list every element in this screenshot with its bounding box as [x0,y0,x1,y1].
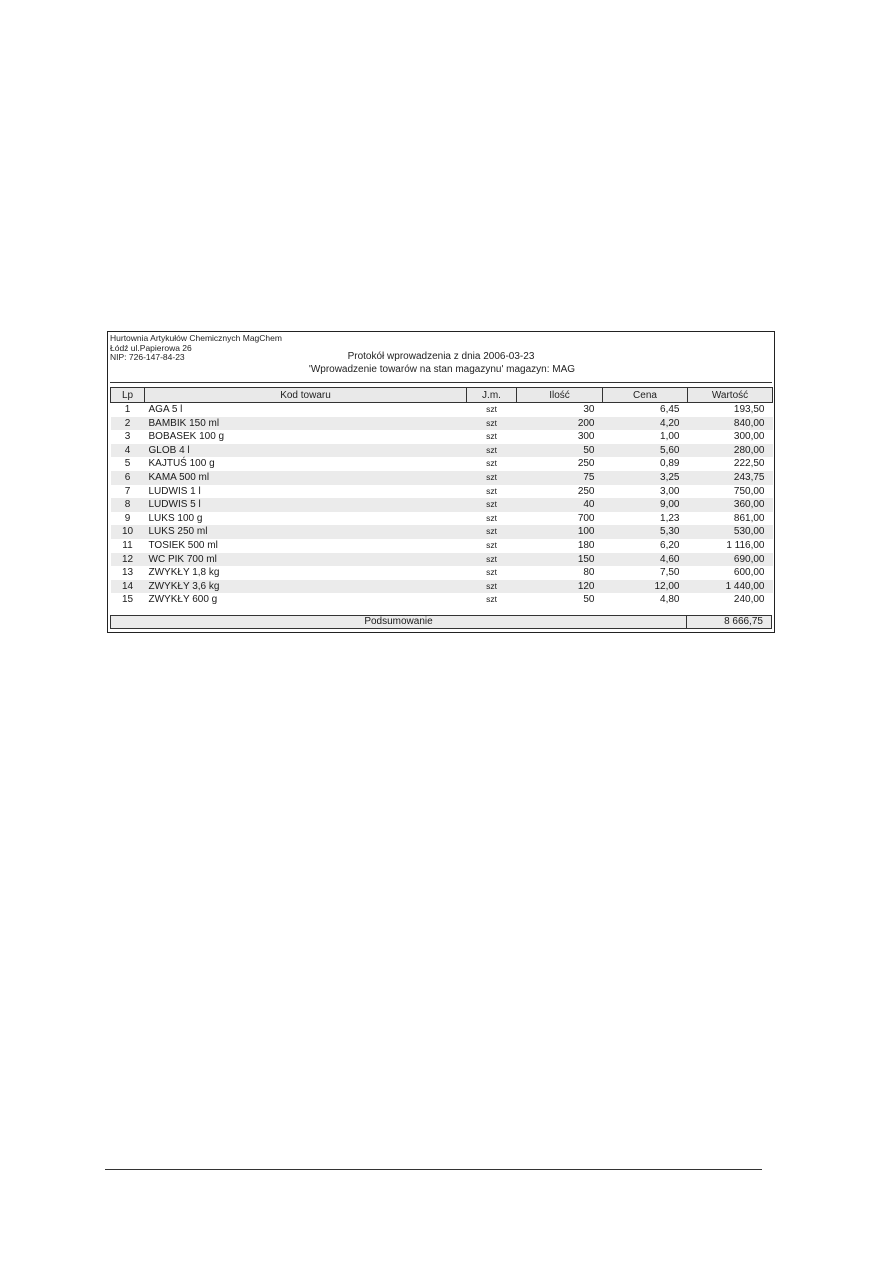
table-row [111,553,773,567]
cell-wartosc: 240,00 [733,594,765,606]
cell-jm: szt [467,580,517,594]
cell-lp: 4 [111,444,145,458]
cell-kod: KAMA 500 ml [145,471,467,485]
cell-kod: BAMBIK 150 ml [145,417,467,431]
table-row [111,485,773,499]
table-row [111,593,773,607]
cell-ilosc: 120 [517,580,603,594]
table-row [111,430,773,444]
table-row [111,512,773,526]
header-divider [110,382,772,383]
cell-cena: 4,20 [603,417,688,431]
cell-kod: AGA 5 l [148,404,183,415]
cell-kod: LUKS 250 ml [145,525,467,539]
table-row [111,417,773,431]
table-row [111,444,773,458]
cell-kod: LUDWIS 5 l [145,498,467,512]
cell-wartosc: 840,00 [688,417,773,431]
cell-ilosc: 40 [517,498,603,512]
cell-cena: 6,45 [660,404,680,415]
table-row [111,457,773,471]
cell-lp: 5 [124,458,131,470]
col-header-jm: J.m. [467,388,517,403]
col-header-kod: Kod towaru [145,388,467,403]
cell-cena: 0,89 [660,458,680,470]
cell-cena: 9,00 [603,498,688,512]
cell-cena: 6,20 [660,539,680,551]
cell-jm: szt [467,471,517,485]
cell-cena: 5,30 [603,525,688,539]
col-header-ilosc: Ilość [517,388,603,403]
report-subtitle: 'Wprowadzenie towarów na stan magazynu' magazyn: MAG [308,364,576,375]
cell-ilosc: 50 [517,444,603,458]
items-table [110,387,773,607]
cell-ilosc: 80 [583,567,595,579]
cell-kod: ZWYKŁY 3,6 kg [145,580,467,594]
cell-lp: 1 [124,404,131,415]
cell-kod: GLOB 4 l [145,444,467,458]
cell-jm: szt [467,498,517,512]
cell-kod: ZWYKŁY 600 g [148,594,218,606]
cell-lp: 3 [124,431,131,443]
cell-ilosc: 100 [517,525,603,539]
cell-wartosc: 690,00 [688,553,773,567]
table-row [111,580,773,594]
cell-jm: szt [486,539,497,550]
cell-wartosc: 1 116,00 [726,539,765,551]
cell-lp: 13 [121,567,134,579]
cell-ilosc: 50 [583,594,595,606]
table-row [111,525,773,539]
cell-kod: LUDWIS 1 l [148,485,201,497]
cell-wartosc: 222,50 [733,458,765,470]
company-name: Hurtownia Artykułów Chemicznych MagChem [110,333,282,343]
cell-kod: BOBASEK 100 g [148,431,225,443]
cell-wartosc: 360,00 [688,498,773,512]
cell-ilosc: 75 [517,471,603,485]
col-header-lp: Lp [111,388,145,403]
cell-ilosc: 30 [583,404,595,415]
table-row [111,539,773,553]
cell-kod: LUKS 100 g [148,512,203,524]
cell-wartosc: 280,00 [688,444,773,458]
cell-cena: 4,60 [603,553,688,567]
col-header-cena: Cena [603,388,688,403]
cell-cena: 1,00 [660,431,680,443]
cell-ilosc: 300 [577,431,595,443]
cell-lp: 2 [111,417,145,431]
cell-wartosc: 600,00 [733,567,765,579]
cell-jm: szt [467,553,517,567]
cell-cena: 12,00 [603,580,688,594]
cell-kod: TOSIEK 500 ml [148,539,218,551]
cell-wartosc: 1 440,00 [688,580,773,594]
company-nip: NIP: 726-147-84-23 [110,352,185,362]
company-address: Łódź ul.Papierowa 26 [110,342,192,353]
table-row [111,498,773,512]
report-title: Protokół wprowadzenia z dnia 2006-03-23 [347,351,535,362]
table-row [111,403,773,417]
cell-ilosc: 250 [577,458,595,470]
cell-jm: szt [467,444,517,458]
cell-jm: szt [467,525,517,539]
cell-jm: szt [486,404,497,414]
cell-cena: 4,80 [660,594,680,606]
summary-row [110,615,772,629]
cell-cena: 3,25 [603,471,688,485]
col-header-wartosc: Wartość [688,388,773,403]
cell-ilosc: 200 [517,417,603,431]
cell-wartosc: 243,75 [688,471,773,485]
cell-lp: 14 [111,580,145,594]
cell-lp: 8 [111,498,145,512]
cell-ilosc: 180 [577,539,595,551]
cell-lp: 12 [111,553,145,567]
cell-wartosc: 530,00 [688,525,773,539]
cell-jm: szt [486,485,497,496]
cell-jm: szt [486,594,497,605]
cell-lp: 6 [111,471,145,485]
cell-jm: szt [486,431,497,442]
cell-wartosc: 750,00 [733,485,765,497]
cell-jm: szt [467,417,517,431]
cell-cena: 5,60 [603,444,688,458]
cell-cena: 3,00 [660,485,680,497]
table-header-row [111,388,773,403]
footer-divider [105,1169,762,1170]
cell-wartosc: 193,50 [733,404,765,415]
cell-ilosc: 150 [517,553,603,567]
cell-wartosc: 300,00 [733,431,765,443]
cell-lp: 10 [111,525,145,539]
cell-lp: 15 [121,594,134,606]
report-header [108,350,774,376]
cell-kod: ZWYKŁY 1,8 kg [148,567,220,579]
summary-total: 8 666,75 [724,616,763,627]
cell-jm: szt [486,512,497,523]
report-frame [107,331,775,633]
cell-ilosc: 250 [577,485,595,497]
cell-jm: szt [486,567,497,578]
cell-kod: WC PIK 700 ml [145,553,467,567]
table-row [111,566,773,580]
cell-jm: szt [486,458,497,469]
cell-cena: 1,23 [660,512,680,524]
summary-label: Podsumowanie [111,616,687,628]
cell-lp: 7 [124,485,131,497]
cell-cena: 7,50 [660,567,680,579]
cell-wartosc: 861,00 [733,512,765,524]
table-row [111,471,773,485]
cell-lp: 11 [122,539,133,551]
cell-ilosc: 700 [577,512,595,524]
cell-kod: KAJTUŚ 100 g [148,458,215,470]
cell-lp: 9 [124,512,131,524]
